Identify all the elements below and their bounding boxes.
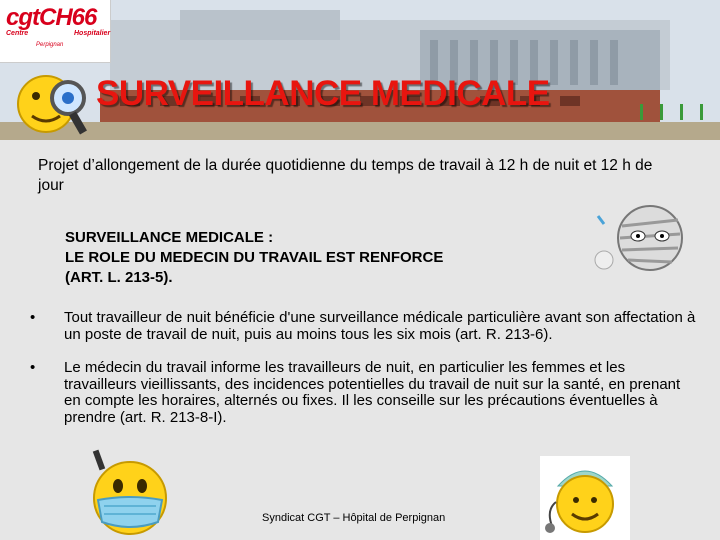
- bullet-text: Tout travailleur de nuit bénéficie d'une surveillance médicale particulière avant son affectation à un poste de travail de nuit, puis au moins tous les six mois (art. R. 213-6).: [64, 309, 696, 343]
- list-item: [30, 360, 700, 426]
- subheading-line-1: SURVEILLANCE MEDICALE :: [65, 229, 274, 246]
- bullet-marker: •: [30, 309, 36, 326]
- bullet-list: [30, 310, 700, 443]
- bandaged-smiley-icon: [590, 198, 700, 278]
- footer-text: Syndicat CGT – Hôpital de Perpignan: [262, 512, 446, 524]
- masked-smiley-icon: [88, 448, 172, 540]
- logo-sub-left: Centre: [6, 30, 29, 37]
- list-item: [30, 310, 700, 343]
- intro-text: Projet d’allongement de la durée quotidienne du temps de travail à 12 h de nuit et 12 h de jour: [38, 157, 653, 194]
- section-subheading: [65, 228, 585, 288]
- logo-sub-bottom: Perpignan: [36, 42, 64, 48]
- smiley-magnifier-icon: [12, 66, 98, 140]
- logo-sub-right: Hospitalier: [74, 30, 111, 37]
- header-banner: [0, 0, 720, 140]
- subheading-line-3: (ART. L. 213-5).: [65, 269, 173, 286]
- logo-main-text: cgtCH66: [6, 4, 97, 31]
- bullet-text: Le médecin du travail informe les travailleurs de nuit, en particulier les femmes et les travailleurs vieillissants, des incidences potentielles du travail de nuit sur la santé, en prenant en compte les horaires, alternés ou fixes. Il les conseille sur les précautions éventuelles à prendre (art. R. 213-8-I).: [64, 359, 681, 426]
- subheading-line-2: LE ROLE DU MEDECIN DU TRAVAIL EST RENFORCE: [65, 249, 444, 266]
- cgt-logo: [0, 0, 111, 63]
- doctor-smiley-icon: [540, 456, 630, 540]
- page-title: SURVEILLANCE MEDICALE: [96, 74, 550, 113]
- bullet-marker: •: [30, 359, 36, 376]
